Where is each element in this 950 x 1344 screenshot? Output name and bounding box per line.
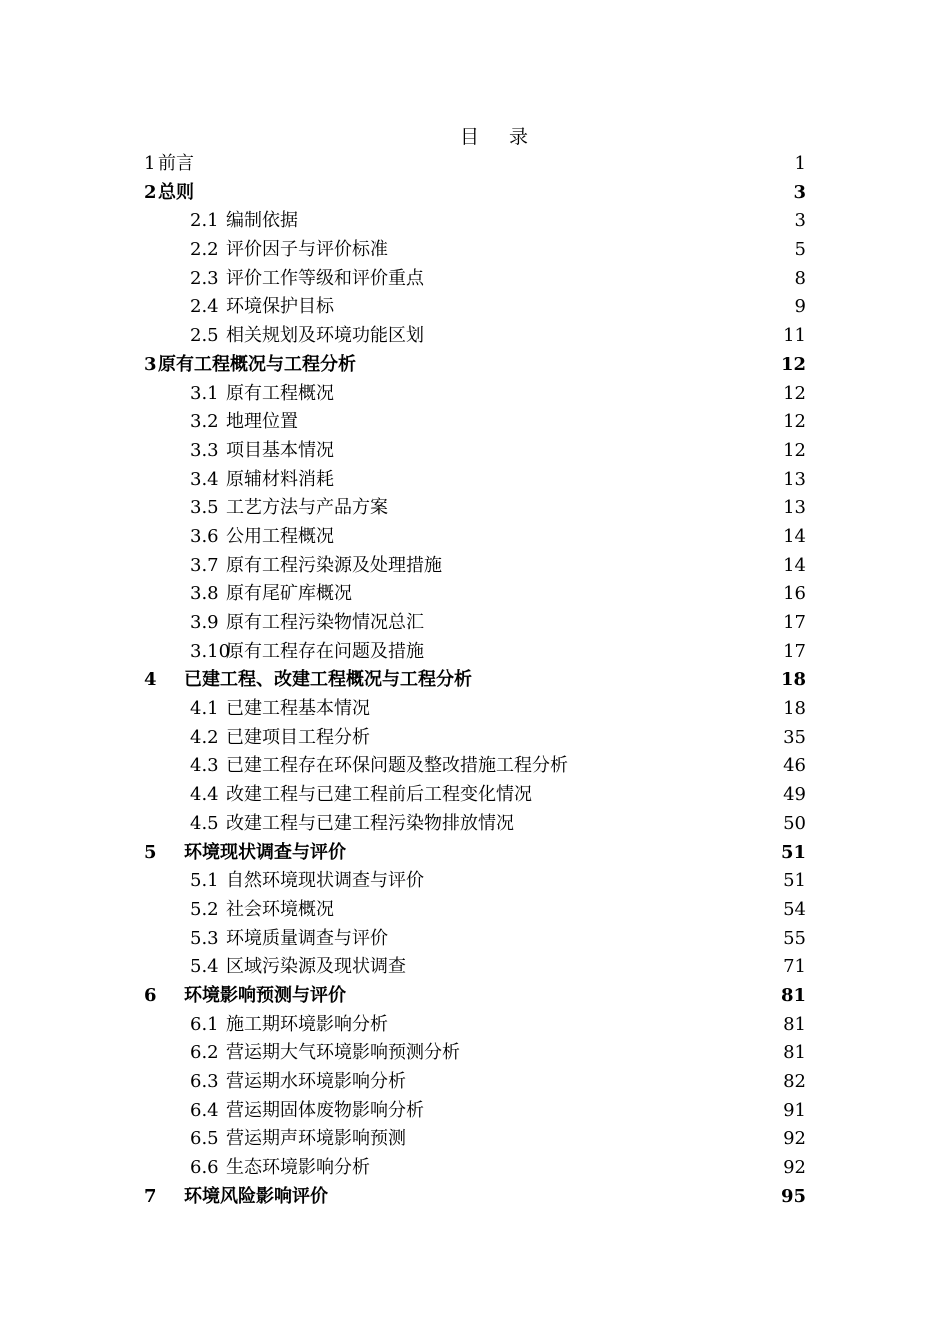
toc-entry-page: 92: [783, 1128, 806, 1150]
toc-entry-title: 已建工程、改建工程概况与工程分析: [184, 669, 472, 691]
toc-entry-title: 原有工程概况与工程分析: [158, 353, 356, 375]
toc-entry-3-1[interactable]: [144, 380, 806, 409]
toc-entry-4-5[interactable]: [144, 810, 806, 839]
toc-entry-title: 原有工程存在问题及措施: [226, 640, 424, 662]
toc-entry-page: 12: [780, 353, 806, 375]
toc-entry-number: 4.2: [190, 726, 219, 748]
toc-entry-3-7[interactable]: [144, 552, 806, 581]
toc-entry-number: 3.2: [190, 411, 219, 433]
toc-entry-title: 环境影响预测与评价: [184, 984, 346, 1006]
toc-entry-title: 原有工程污染源及处理措施: [226, 554, 442, 576]
toc-entry-2-1[interactable]: [144, 207, 806, 236]
toc-entry-2-2[interactable]: [144, 236, 806, 265]
toc-entry-title: 原有工程污染物情况总汇: [226, 612, 424, 633]
toc-entry-title: 区域污染源及现状调查: [226, 956, 406, 978]
toc-entry-title: 施工期环境影响分析: [226, 1013, 388, 1035]
toc-entry-page: 81: [780, 984, 806, 1006]
toc-entry-4-1[interactable]: [144, 695, 806, 724]
toc-entry-number: 5.4: [190, 956, 219, 978]
toc-entry-number: 3: [144, 353, 157, 375]
toc-entry-title: 环境风险影响评价: [184, 1185, 328, 1207]
toc-entry-4-2[interactable]: [144, 724, 806, 753]
toc-entry-number: 4: [144, 669, 157, 691]
toc-entry-page: 13: [783, 468, 806, 490]
toc-entry-number: 5.2: [190, 898, 219, 920]
toc-entry-page: 35: [783, 726, 806, 748]
toc-entry-5-2[interactable]: [144, 896, 806, 925]
toc-heading: 目 录: [459, 126, 541, 148]
toc-entry-number: 7: [144, 1185, 157, 1207]
toc-entry-number: 5.1: [190, 870, 219, 892]
toc-entry-page: 5: [794, 239, 806, 261]
toc-entry-number: 3.5: [190, 497, 219, 519]
toc-entry-page: 50: [783, 812, 806, 834]
toc-entry-4-4[interactable]: [144, 781, 806, 810]
toc-entry-4-3[interactable]: [144, 752, 806, 781]
toc-entry-3-8[interactable]: [144, 580, 806, 609]
toc-entry-title: 原辅材料消耗: [226, 468, 334, 490]
toc-entry-page: 12: [783, 382, 806, 404]
toc-entry-page: 8: [794, 267, 806, 289]
toc-entry-page: 49: [783, 784, 806, 806]
toc-entry-title: 营运期固体废物影响分析: [226, 1099, 424, 1121]
toc-entry-5[interactable]: [144, 839, 806, 868]
toc-entry-5-1[interactable]: [144, 867, 806, 896]
toc-entry-number: 6.3: [190, 1071, 219, 1092]
toc-entry-title: 前言: [158, 153, 194, 174]
toc-entry-6-4[interactable]: [144, 1097, 806, 1126]
toc-entry-6-6[interactable]: [144, 1154, 806, 1183]
toc-entry-page: 71: [783, 956, 806, 978]
toc-entry-2-3[interactable]: [144, 265, 806, 294]
toc-entry-5-3[interactable]: [144, 925, 806, 954]
toc-entry-number: 3.8: [190, 583, 219, 605]
table-of-contents: [144, 150, 806, 1211]
toc-entry-title: 项目基本情况: [226, 439, 334, 461]
toc-entry-page: 9: [794, 296, 806, 318]
toc-entry-title: 营运期大气环境影响预测分析: [226, 1042, 460, 1064]
toc-entry-number: 4.3: [190, 755, 219, 777]
toc-entry-page: 51: [780, 841, 806, 863]
toc-entry-page: 3: [793, 181, 806, 203]
toc-entry-6-5[interactable]: [144, 1125, 806, 1154]
toc-entry-number: 3.6: [190, 525, 219, 547]
toc-entry-number: 6.6: [190, 1157, 219, 1179]
toc-entry-number: 6.4: [190, 1099, 219, 1121]
toc-entry-page: 12: [783, 411, 806, 433]
toc-entry-title: 工艺方法与产品方案: [226, 497, 388, 519]
toc-entry-1[interactable]: [144, 150, 806, 179]
toc-entry-page: 12: [783, 439, 806, 461]
toc-entry-page: 18: [780, 669, 806, 691]
toc-entry-page: 91: [783, 1099, 806, 1121]
toc-entry-6[interactable]: [144, 982, 806, 1011]
toc-entry-number: 2.1: [190, 210, 219, 232]
toc-entry-6-2[interactable]: [144, 1039, 806, 1068]
toc-entry-number: 4.4: [190, 784, 219, 806]
toc-entry-title: 营运期声环境影响预测: [226, 1128, 406, 1150]
toc-entry-title: 生态环境影响分析: [226, 1157, 370, 1179]
toc-entry-number: 4.1: [190, 698, 219, 720]
toc-entry-3-10[interactable]: [144, 638, 806, 667]
toc-entry-number: 3.10: [190, 640, 231, 662]
toc-entry-2-4[interactable]: [144, 293, 806, 322]
toc-entry-page: 11: [783, 325, 806, 347]
toc-entry-page: 14: [783, 554, 806, 576]
toc-entry-title: 原有尾矿库概况: [226, 583, 352, 605]
toc-entry-title: 改建工程与已建工程前后工程变化情况: [226, 784, 532, 806]
toc-entry-7[interactable]: [144, 1183, 806, 1212]
toc-entry-title: 相关规划及环境功能区划: [226, 325, 424, 347]
toc-entry-number: 3.7: [190, 554, 219, 576]
toc-entry-number: 5: [144, 841, 157, 863]
toc-entry-page: 92: [783, 1157, 806, 1179]
toc-entry-title: 营运期水环境影响分析: [226, 1071, 406, 1092]
toc-entry-page: 17: [783, 640, 806, 662]
toc-entry-title: 已建工程存在环保问题及整改措施工程分析: [226, 755, 568, 777]
toc-entry-title: 地理位置: [226, 411, 298, 433]
toc-entry-page: 55: [783, 927, 806, 949]
toc-entry-page: 81: [783, 1042, 806, 1064]
toc-entry-number: 5.3: [190, 927, 219, 949]
toc-entry-page: 51: [783, 870, 806, 892]
toc-entry-page: 1: [794, 153, 806, 174]
toc-entry-number: 2: [144, 181, 157, 203]
toc-entry-page: 95: [780, 1185, 806, 1207]
toc-entry-number: 3.1: [190, 382, 219, 404]
toc-entry-number: 6.2: [190, 1042, 219, 1064]
toc-entry-title: 环境质量调查与评价: [226, 927, 388, 949]
toc-entry-6-1[interactable]: [144, 1011, 806, 1040]
toc-entry-number: 3.3: [190, 439, 219, 461]
toc-entry-title: 改建工程与已建工程污染物排放情况: [226, 812, 514, 834]
toc-entry-3-9[interactable]: [144, 609, 806, 638]
toc-entry-page: 81: [783, 1013, 806, 1035]
toc-entry-title: 评价因子与评价标准: [226, 239, 388, 261]
toc-entry-title: 已建工程基本情况: [226, 698, 370, 720]
toc-entry-number: 1: [144, 153, 156, 174]
toc-entry-3-5[interactable]: [144, 494, 806, 523]
toc-entry-3-3[interactable]: [144, 437, 806, 466]
toc-entry-title: 已建项目工程分析: [226, 726, 370, 748]
toc-entry-page: 13: [783, 497, 806, 519]
toc-entry-title: 原有工程概况: [226, 382, 334, 404]
toc-entry-page: 16: [783, 583, 806, 605]
toc-entry-title: 环境现状调查与评价: [184, 841, 346, 863]
toc-entry-number: 2.2: [190, 239, 219, 261]
toc-entry-2[interactable]: [144, 179, 806, 208]
toc-entry-5-4[interactable]: [144, 953, 806, 982]
toc-entry-title: 自然环境现状调查与评价: [226, 870, 424, 892]
toc-entry-3-4[interactable]: [144, 466, 806, 495]
toc-entry-page: 17: [783, 612, 806, 633]
toc-entry-number: 2.3: [190, 267, 219, 289]
toc-entry-page: 3: [794, 210, 806, 232]
toc-entry-number: 6.5: [190, 1128, 219, 1150]
toc-entry-title: 环境保护目标: [226, 296, 334, 318]
toc-entry-number: 6.1: [190, 1013, 219, 1035]
toc-entry-4[interactable]: [144, 666, 806, 695]
toc-entry-number: 4.5: [190, 812, 219, 834]
toc-entry-3[interactable]: [144, 351, 806, 380]
toc-entry-number: 6: [144, 984, 157, 1006]
toc-entry-6-3[interactable]: [144, 1068, 806, 1097]
toc-entry-number: 2.5: [190, 325, 219, 347]
toc-entry-page: 82: [783, 1071, 806, 1092]
toc-entry-number: 3.4: [190, 468, 219, 490]
toc-entry-title: 公用工程概况: [226, 525, 334, 547]
toc-entry-title: 总则: [158, 181, 194, 203]
toc-entry-title: 评价工作等级和评价重点: [226, 267, 424, 289]
toc-entry-page: 46: [783, 755, 806, 777]
toc-entry-number: 2.4: [190, 296, 219, 318]
toc-entry-page: 18: [783, 698, 806, 720]
toc-entry-3-2[interactable]: [144, 408, 806, 437]
toc-entry-title: 编制依据: [226, 210, 298, 232]
toc-entry-page: 14: [783, 525, 806, 547]
toc-entry-number: 3.9: [190, 612, 219, 633]
toc-entry-page: 54: [783, 898, 806, 920]
toc-entry-title: 社会环境概况: [226, 898, 334, 920]
toc-entry-3-6[interactable]: [144, 523, 806, 552]
toc-entry-2-5[interactable]: [144, 322, 806, 351]
